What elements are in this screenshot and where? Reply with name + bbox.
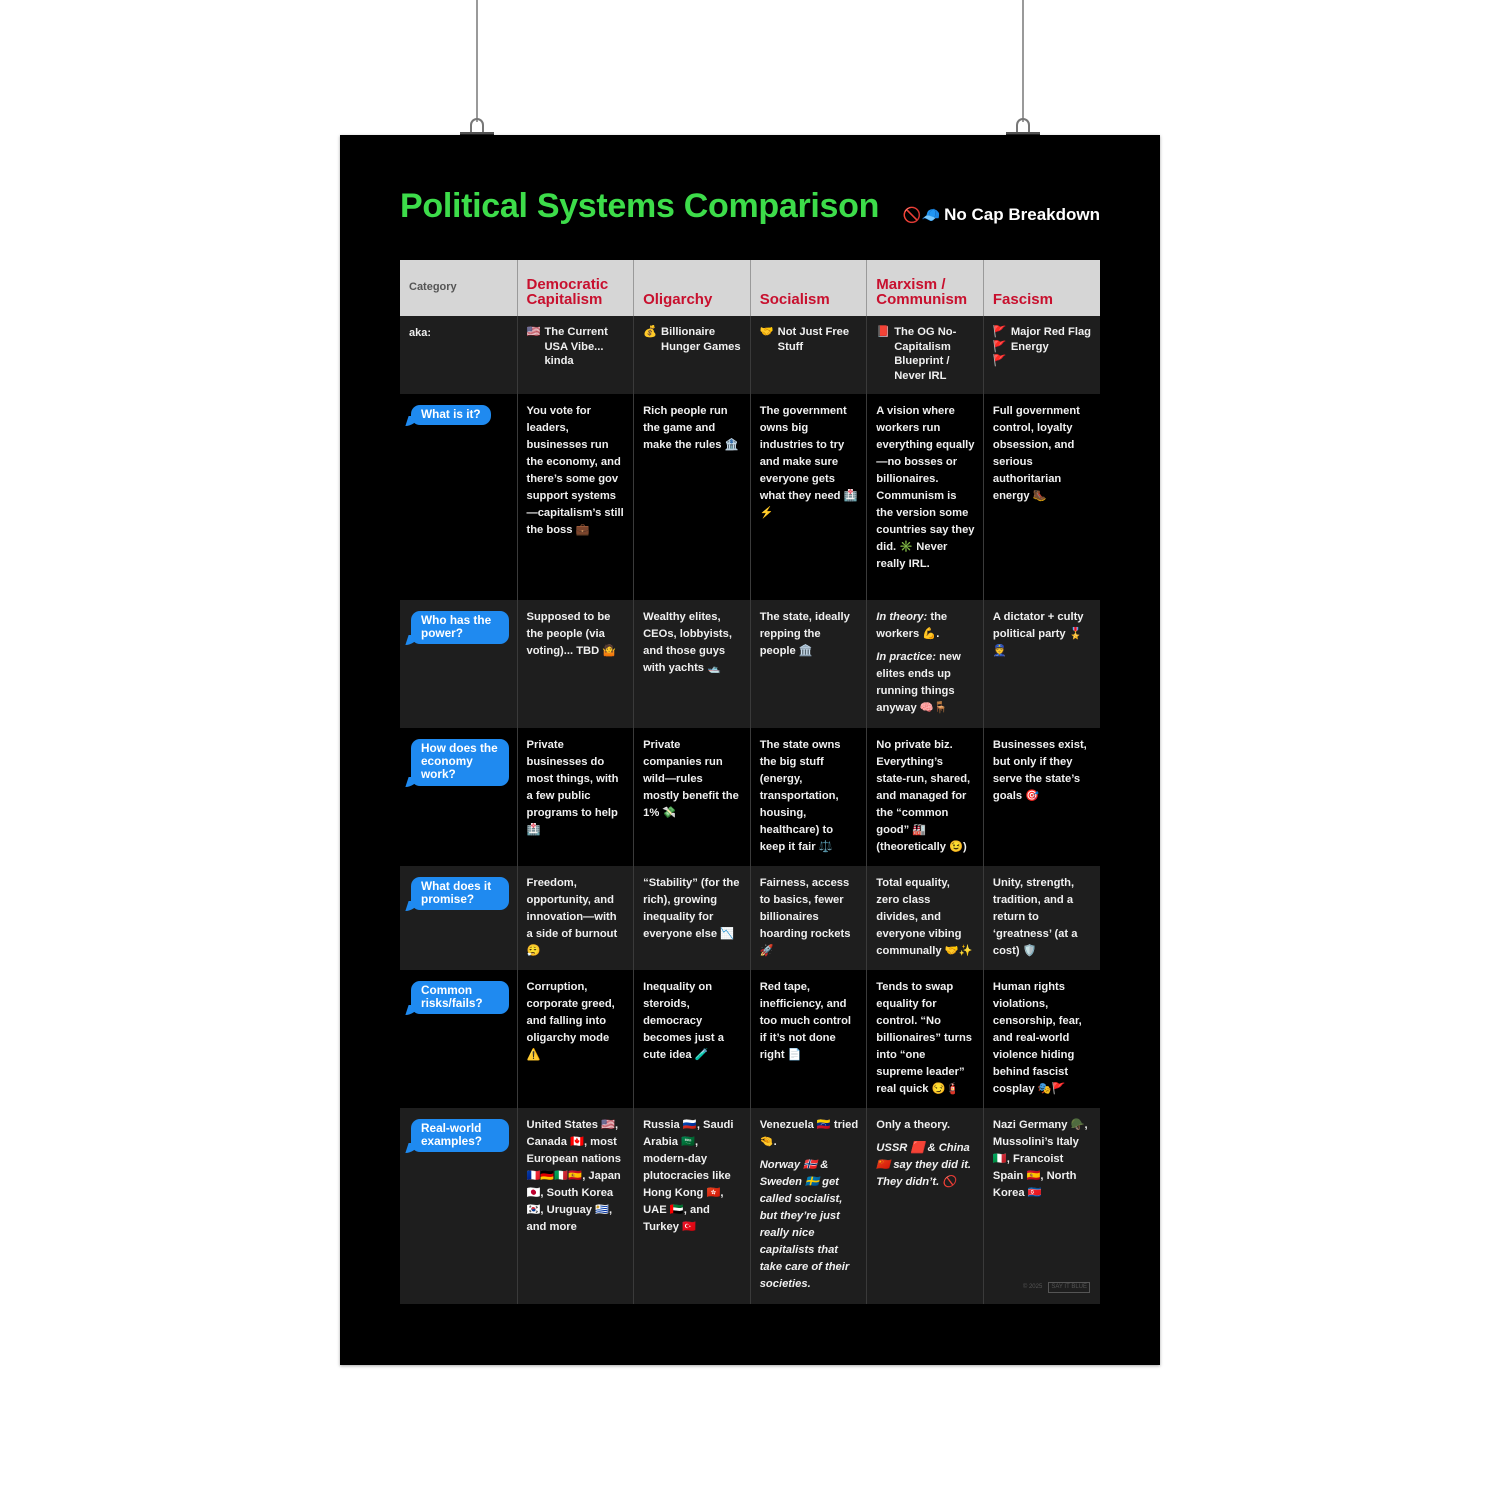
table-cell: Human rights violations, censorship, fear, and real-world violence hiding behind fascist cosplay 🎭🚩 xyxy=(983,970,1100,1108)
practice-text: new elites ends up running things anyway 🧠🪑 xyxy=(876,651,961,715)
aka-text: The Current USA Vibe... kinda xyxy=(544,326,608,368)
marxism-example-line: Only a theory. xyxy=(876,1119,951,1131)
table-row-economy xyxy=(400,728,1100,866)
chat-bubble-label: Who has the power? xyxy=(411,611,509,644)
table-cell: Russia 🇷🇺, Saudi Arabia 🇸🇦, modern-day plutocracies like Hong Kong 🇭🇰, UAE 🇦🇪, and Turkey 🇹🇷 xyxy=(634,1108,751,1304)
socialism-example-note: Norway 🇳🇴 & Sweden 🇸🇪 get called socialist, but they’re just really nice capitalists that take care of their societies. xyxy=(759,1159,850,1291)
subtitle-text: No Cap Breakdown xyxy=(944,205,1100,224)
us-flag-icon: 🇺🇸 xyxy=(526,326,541,338)
poster-subtitle xyxy=(903,205,1100,225)
money-bag-icon: 💰 xyxy=(643,326,658,338)
row-label-cell xyxy=(400,728,517,866)
footer-mark xyxy=(1023,1282,1090,1293)
aka-cell xyxy=(983,316,1100,394)
table-cell: A dictator + culty political party 🎖️👮 xyxy=(983,600,1100,728)
header-democratic-capitalism: Democratic Capitalism xyxy=(517,260,634,316)
header-row xyxy=(400,260,1100,316)
table-cell xyxy=(750,1108,867,1304)
table-row-who-has-power xyxy=(400,600,1100,728)
table-row-what-is-it xyxy=(400,394,1100,600)
header-marxism-communism: Marxism / Communism xyxy=(867,260,984,316)
table-cell: Tends to swap equality for control. “No billionaires” turns into “one supreme leader” real quick 😏🧯 xyxy=(867,970,984,1108)
row-label-cell xyxy=(400,866,517,970)
table-cell: Private companies run wild—rules mostly benefit the 1% 💸 xyxy=(634,728,751,866)
aka-label: aka: xyxy=(409,327,432,339)
hanging-wire-left xyxy=(476,0,478,122)
table-cell: Wealthy elites, CEOs, lobbyists, and those guys with yachts 🛥️ xyxy=(634,600,751,728)
aka-cell xyxy=(517,316,634,394)
table-row-risks xyxy=(400,970,1100,1108)
aka-cell xyxy=(634,316,751,394)
theory-text: the workers 💪. xyxy=(876,611,948,641)
chat-bubble-label: Common risks/fails? xyxy=(411,981,509,1014)
chat-bubble-label: How does the economy work? xyxy=(411,739,509,786)
marxism-example-note: USSR 🟥 & China 🇨🇳 say they did it. They didn’t. 🚫 xyxy=(876,1142,972,1189)
table-cell xyxy=(867,1108,984,1304)
row-label-cell xyxy=(400,600,517,728)
table-cell: Rich people run the game and make the rules 🏦 xyxy=(634,394,751,600)
table-row-examples xyxy=(400,1108,1100,1304)
red-book-icon: 📕 xyxy=(876,326,891,338)
table-cell: Freedom, opportunity, and innovation—with a side of burnout 😮‍💨 xyxy=(517,866,634,970)
chat-bubble-label: What is it? xyxy=(411,405,491,425)
hanging-wire-right xyxy=(1022,0,1024,122)
table-cell: Unity, strength, tradition, and a return to ‘greatness’ (at a cost) 🛡️ xyxy=(983,866,1100,970)
practice-label: In practice: xyxy=(876,651,936,664)
handshake-icon: 🤝 xyxy=(759,326,774,338)
socialism-example-line: Venezuela 🇻🇪 tried 🤏. xyxy=(759,1119,859,1149)
aka-text: The OG No-Capitalism Blueprint / Never IRL xyxy=(894,326,957,382)
chat-bubble-label: Real-world examples? xyxy=(411,1119,509,1152)
poster xyxy=(340,135,1160,1365)
table-cell: Full government control, loyalty obsession, and serious authoritarian energy 🥾 xyxy=(983,394,1100,600)
table-cell: The state owns the big stuff (energy, transportation, housing, healthcare) to keep it fair ⚖️ xyxy=(750,728,867,866)
table-cell: United States 🇺🇸, Canada 🇨🇦, most European nations 🇫🇷🇩🇪🇮🇹🇪🇸, Japan 🇯🇵, South Korea 🇰🇷, Uruguay 🇺🇾, and more xyxy=(517,1108,634,1304)
aka-text: Billionaire Hunger Games xyxy=(661,326,741,353)
table-cell: The state, ideally repping the people 🏛️ xyxy=(750,600,867,728)
header-socialism: Socialism xyxy=(750,260,867,316)
header-oligarchy: Oligarchy xyxy=(634,260,751,316)
red-flag-icon: 🚩 🚩 🚩 xyxy=(992,326,1007,368)
table-cell: Fairness, access to basics, fewer billionaires hoarding rockets 🚀 xyxy=(750,866,867,970)
table-cell: You vote for leaders, businesses run the economy, and there’s some gov support systems—capitalism’s still the boss 💼 xyxy=(517,394,634,600)
table-cell: Supposed to be the people (via voting)... TBD 🤷 xyxy=(517,600,634,728)
row-label-cell xyxy=(400,1108,517,1304)
table-cell: Corruption, corporate greed, and falling into oligarchy mode ⚠️ xyxy=(517,970,634,1108)
brand-logo: SAY IT BLUE xyxy=(1048,1282,1090,1293)
aka-text: Not Just Free Stuff xyxy=(777,326,850,353)
header-category: Category xyxy=(400,260,517,316)
table-cell: The government owns big industries to try and make sure everyone gets what they need 🏥⚡ xyxy=(750,394,867,600)
table-cell: “Stability” (for the rich), growing inequality for everyone else 📉 xyxy=(634,866,751,970)
poster-title: Political Systems Comparison xyxy=(400,187,880,225)
table-cell: Private businesses do most things, with a few public programs to help 🏥 xyxy=(517,728,634,866)
table-cell: Businesses exist, but only if they serve the state’s goals 🎯 xyxy=(983,728,1100,866)
comparison-table xyxy=(400,260,1100,1304)
table-cell: Total equality, zero class divides, and everyone vibing communally 🤝✨ xyxy=(867,866,984,970)
row-label-cell xyxy=(400,970,517,1108)
aka-cell xyxy=(867,316,984,394)
aka-label-cell xyxy=(400,316,517,394)
header-fascism: Fascism xyxy=(983,260,1100,316)
table-cell: Inequality on steroids, democracy becomes just a cute idea 🧪 xyxy=(634,970,751,1108)
table-cell: No private biz. Everything’s state-run, shared, and managed for the “common good” 🏭 (theoretically 😉) xyxy=(867,728,984,866)
aka-cell xyxy=(750,316,867,394)
no-cap-icon: 🚫🧢 xyxy=(902,207,941,224)
theory-label: In theory: xyxy=(876,611,928,623)
row-label-cell xyxy=(400,394,517,600)
table-cell: Red tape, inefficiency, and too much control if it’s not done right 📄 xyxy=(750,970,867,1108)
table-row-promise xyxy=(400,866,1100,970)
chat-bubble-label: What does it promise? xyxy=(411,877,509,910)
copyright-text: © 2025 xyxy=(1022,1284,1043,1291)
table-cell: A vision where workers run everything equally—no bosses or billionaires. Communism is the version some countries say they did. ✳️ Never really IRL. xyxy=(867,394,984,600)
table-cell: Nazi Germany 🪖, Mussolini’s Italy 🇮🇹, Francoist Spain 🇪🇸, North Korea 🇰🇵 xyxy=(983,1108,1100,1304)
aka-text: Major Red Flag Energy xyxy=(1010,326,1091,353)
aka-row xyxy=(400,316,1100,394)
table-cell xyxy=(867,600,984,728)
